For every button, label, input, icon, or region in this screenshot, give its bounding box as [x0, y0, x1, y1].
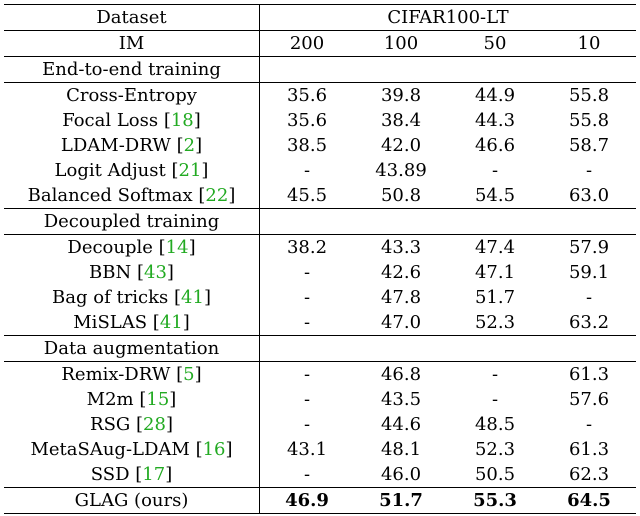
- table-row: [4, 285, 636, 310]
- value-cell: 35.6: [260, 83, 355, 109]
- value-cell: 62.3: [568, 463, 610, 485]
- value-cell: 63.0: [568, 184, 610, 206]
- table-row: [4, 387, 636, 412]
- method-name: Balanced Softmax: [27, 184, 193, 206]
- table-row: [4, 412, 636, 437]
- value-cell: -: [303, 159, 311, 181]
- value-cell: 55.8: [568, 109, 610, 131]
- value-cell: 43.5: [380, 388, 422, 410]
- method-name: M2m: [86, 388, 134, 410]
- method-cell: RSG [28]: [4, 412, 260, 437]
- section-header-row: [4, 336, 636, 362]
- method-cell: Focal Loss [18]: [4, 108, 260, 133]
- method-cell: Balanced Softmax [22]: [4, 183, 260, 209]
- value-cell: 44.9: [448, 83, 542, 109]
- method-cell: Decouple [14]: [4, 235, 260, 261]
- value-cell: 61.3: [542, 362, 636, 388]
- value-cell: 50.8: [380, 184, 422, 206]
- method-cell: MiSLAS [41]: [4, 310, 260, 336]
- value-cell: -: [303, 463, 311, 485]
- value-cell: 48.1: [380, 438, 422, 460]
- im-ratio: 10: [542, 31, 636, 57]
- method-name: Decouple: [67, 236, 153, 258]
- table-row: [4, 108, 636, 133]
- im-ratio: 100: [354, 31, 448, 57]
- citation-link[interactable]: 41: [159, 311, 183, 333]
- value-cell: -: [585, 159, 593, 181]
- section-blank: [260, 209, 637, 235]
- header-row-dataset: [4, 5, 636, 31]
- method-name: Cross-Entropy: [66, 84, 197, 106]
- value-cell: -: [303, 261, 311, 283]
- ours-value: 46.9: [285, 489, 329, 511]
- value-cell: 45.5: [286, 184, 328, 206]
- method-cell: MetaSAug-LDAM [16]: [4, 437, 260, 462]
- table-row: [4, 158, 636, 183]
- ours-value-cell: [448, 488, 542, 514]
- method-cell: Bag of tricks [41]: [4, 285, 260, 310]
- value-cell: 55.8: [542, 83, 636, 109]
- ours-value-cell: [542, 488, 636, 514]
- table-row: [4, 462, 636, 488]
- table-row: [4, 437, 636, 462]
- value-cell: 43.89: [375, 159, 427, 181]
- value-cell: 50.5: [474, 463, 516, 485]
- value-cell: 35.6: [286, 109, 328, 131]
- method-cell: [4, 83, 260, 109]
- section-blank: [260, 57, 637, 83]
- value-cell: 44.6: [380, 413, 422, 435]
- citation-link[interactable]: 28: [143, 413, 166, 435]
- section-title: End-to-end training: [4, 57, 260, 83]
- value-cell: 46.0: [380, 463, 422, 485]
- citation-link[interactable]: 16: [202, 438, 226, 460]
- im-label: IM: [4, 31, 260, 57]
- results-table: [4, 4, 636, 514]
- citation-link[interactable]: 17: [142, 463, 166, 485]
- method-cell: LDAM-DRW [2]: [4, 133, 260, 158]
- value-cell: -: [491, 388, 499, 410]
- value-cell: 44.3: [474, 109, 516, 131]
- table-row: [4, 362, 636, 388]
- value-cell: -: [303, 413, 311, 435]
- dataset-name: CIFAR100-LT: [260, 5, 637, 31]
- value-cell: 46.6: [474, 134, 516, 156]
- section-title: Data augmentation: [4, 336, 260, 362]
- value-cell: 58.7: [568, 134, 610, 156]
- ours-value: 51.7: [379, 489, 423, 511]
- citation-link[interactable]: 43: [144, 261, 167, 283]
- value-cell: 47.4: [448, 235, 542, 261]
- table-row: [4, 260, 636, 285]
- citation-link[interactable]: 22: [205, 184, 229, 206]
- citation-link[interactable]: 15: [146, 388, 170, 410]
- method-name: Bag of tricks: [52, 286, 169, 308]
- table-row: [4, 133, 636, 158]
- citation-link[interactable]: 41: [181, 286, 204, 308]
- ours-method: GLAG (ours): [4, 488, 260, 514]
- value-cell: -: [303, 311, 311, 333]
- method-name: Remix-DRW: [61, 363, 171, 385]
- ours-value: 55.3: [473, 489, 517, 511]
- value-cell: -: [585, 413, 593, 435]
- im-ratio: 50: [448, 31, 542, 57]
- method-name: LDAM-DRW: [60, 134, 171, 156]
- value-cell: 39.8: [354, 83, 448, 109]
- method-name: MiSLAS: [73, 311, 148, 333]
- value-cell: 57.9: [542, 235, 636, 261]
- method-cell: M2m [15]: [4, 387, 260, 412]
- value-cell: 59.1: [568, 261, 610, 283]
- table-row: [4, 235, 636, 261]
- method-name: Focal Loss: [62, 109, 159, 131]
- table-body: [4, 57, 636, 514]
- section-header-row: [4, 57, 636, 83]
- method-name: RSG: [90, 413, 131, 435]
- value-cell: 48.5: [474, 413, 516, 435]
- method-cell: Remix-DRW [5]: [4, 362, 260, 388]
- section-blank: [260, 336, 637, 362]
- ours-row: [4, 488, 636, 514]
- value-cell: 47.0: [380, 311, 422, 333]
- table-row: [4, 310, 636, 336]
- dataset-label: Dataset: [4, 5, 260, 31]
- citation-link[interactable]: 21: [178, 159, 202, 181]
- value-cell: 38.4: [380, 109, 422, 131]
- value-cell: -: [303, 286, 311, 308]
- citation-link[interactable]: 5: [183, 363, 195, 385]
- value-cell: 43.3: [354, 235, 448, 261]
- method-name: MetaSAug-LDAM: [30, 438, 190, 460]
- value-cell: 38.2: [260, 235, 355, 261]
- method-name: BBN: [89, 261, 132, 283]
- value-cell: 63.2: [568, 311, 610, 333]
- table-row: [4, 83, 636, 109]
- value-cell: 47.1: [474, 261, 516, 283]
- ours-value-cell: [354, 488, 448, 514]
- ours-value: 64.5: [567, 489, 611, 511]
- value-cell: 54.5: [474, 184, 516, 206]
- value-cell: 52.3: [474, 311, 516, 333]
- citation-link[interactable]: 2: [183, 134, 196, 156]
- value-cell: 42.0: [380, 134, 422, 156]
- value-cell: 52.3: [474, 438, 516, 460]
- section-title: Decoupled training: [4, 209, 260, 235]
- value-cell: 57.6: [568, 388, 610, 410]
- value-cell: 61.3: [568, 438, 610, 460]
- method-cell: BBN [43]: [4, 260, 260, 285]
- value-cell: 42.6: [380, 261, 422, 283]
- method-cell: SSD [17]: [4, 462, 260, 488]
- im-ratio: 200: [260, 31, 355, 57]
- citation-link[interactable]: 18: [170, 109, 194, 131]
- ours-value-cell: [260, 488, 355, 514]
- method-cell: Logit Adjust [21]: [4, 158, 260, 183]
- citation-link[interactable]: 14: [165, 236, 189, 258]
- section-header-row: [4, 209, 636, 235]
- table-row: [4, 183, 636, 209]
- value-cell: -: [491, 159, 499, 181]
- header-row-im: [4, 31, 636, 57]
- value-cell: 38.5: [286, 134, 328, 156]
- value-cell: -: [585, 286, 593, 308]
- method-name: SSD: [90, 463, 130, 485]
- value-cell: 43.1: [286, 438, 328, 460]
- value-cell: -: [303, 388, 311, 410]
- value-cell: -: [448, 362, 542, 388]
- value-cell: -: [260, 362, 355, 388]
- value-cell: 47.8: [380, 286, 422, 308]
- value-cell: 51.7: [474, 286, 516, 308]
- value-cell: 46.8: [354, 362, 448, 388]
- method-name: Logit Adjust: [54, 159, 166, 181]
